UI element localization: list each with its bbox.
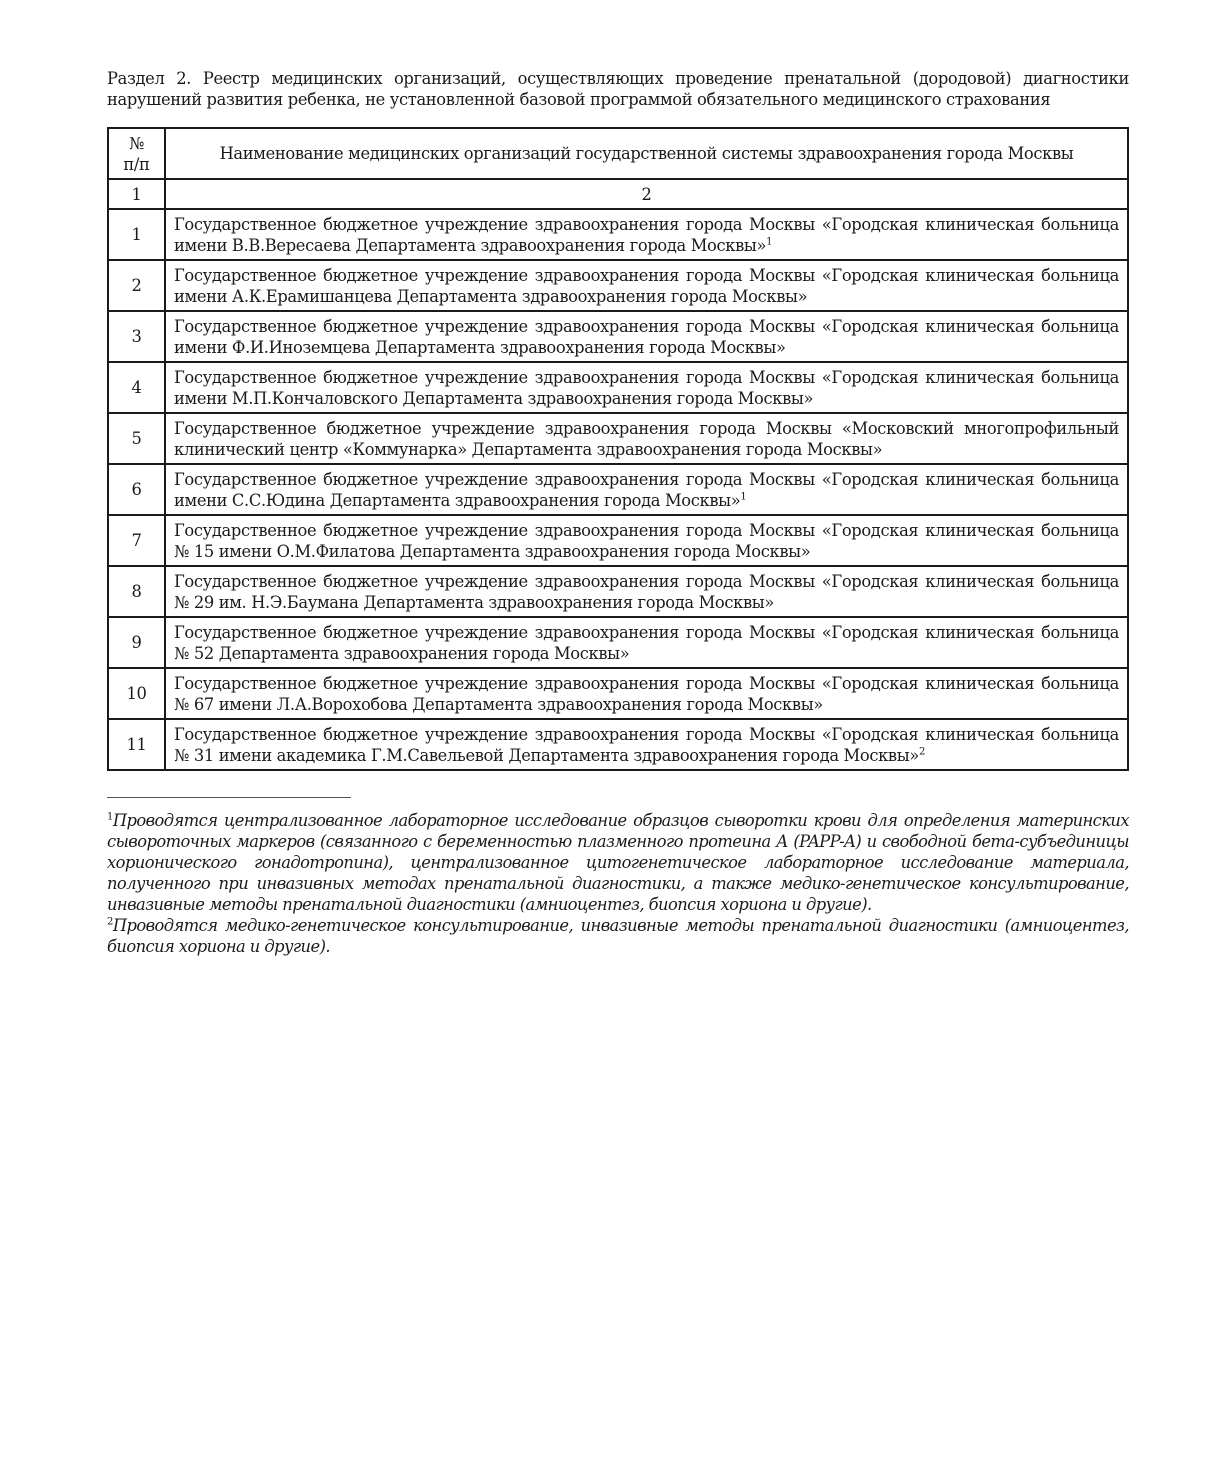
column-index-1: 1 [108,179,165,209]
header-num-label: № п/п [123,133,150,174]
table-row [108,515,1128,566]
footnote-1 [107,810,1129,915]
header-name-label: Наименование медицинских организаций государственной системы здравоохранения города Москвы [219,144,1074,163]
organization-name: Государственное бюджетное учреждение здравоохранения города Москвы «Городская клиническая больница имени В.В.Вересаева Департамента здравоохранения города Москвы» [174,214,1119,255]
header-num-cell [108,128,165,179]
footnote-2 [107,915,1129,957]
footnote-mark: 2 [107,916,113,928]
organization-name-cell [165,464,1128,515]
row-number: 5 [108,413,165,464]
organization-name-cell [165,515,1128,566]
organization-name: Государственное бюджетное учреждение здравоохранения города Москвы «Городская клиническая больница имени С.С.Юдина Департамента здравоохранения города Москвы» [174,469,1119,510]
organization-name-cell [165,209,1128,260]
table-row [108,413,1128,464]
organization-name-cell [165,617,1128,668]
organization-name-cell [165,362,1128,413]
table-row [108,464,1128,515]
organization-name: Государственное бюджетное учреждение здравоохранения города Москвы «Городская клиническая больница № 29 им. Н.Э.Баумана Департамента здравоохранения города Москвы» [174,571,1119,612]
table-row [108,311,1128,362]
registry-body [108,209,1128,770]
organization-name-cell [165,311,1128,362]
row-number: 2 [108,260,165,311]
row-number: 6 [108,464,165,515]
row-number: 7 [108,515,165,566]
table-row [108,362,1128,413]
footnote-mark: 1 [107,811,113,823]
organization-name-cell [165,566,1128,617]
table-row [108,566,1128,617]
table-row [108,668,1128,719]
document-page [107,68,1129,957]
row-number: 1 [108,209,165,260]
row-number: 3 [108,311,165,362]
footnote-text: Проводятся централизованное лабораторное исследование образцов сыворотки крови для определения материнских сывороточных маркеров (связанного с беременностью плазменного протеина А (PAPP-A) и свободной бета-субъединицы хорионического гонадотропина), централизованное цитогенетическое лабораторное исследование материала, полученного при инвазивных методах пренатальной диагностики, а также медико-генетическое консультирование, инвазивные методы пренатальной диагностики (амниоцентез, биопсия хориона и другие). [107,811,1129,914]
organization-name-cell [165,260,1128,311]
footnote-reference: 1 [740,491,747,503]
header-name-cell [165,128,1128,179]
organization-name-cell [165,719,1128,770]
organization-name: Государственное бюджетное учреждение здравоохранения города Москвы «Городская клиническая больница № 67 имени Л.А.Ворохобова Департамента здравоохранения города Москвы» [174,673,1119,714]
organization-name-cell [165,668,1128,719]
row-number: 4 [108,362,165,413]
column-index-2: 2 [165,179,1128,209]
table-row [108,260,1128,311]
organization-name-cell [165,413,1128,464]
column-index-row [108,179,1128,209]
section-title: Раздел 2. Реестр медицинских организаций, осуществляющих проведение пренатальной (дородовой) диагностики нарушений развития ребенка, не установленной базовой программой обязательного медицинского страхования [107,69,1129,109]
organization-name: Государственное бюджетное учреждение здравоохранения города Москвы «Городская клиническая больница № 15 имени О.М.Филатова Департамента здравоохранения города Москвы» [174,520,1119,561]
registry-table [107,127,1129,771]
footnote-reference: 1 [766,236,773,248]
organization-name: Государственное бюджетное учреждение здравоохранения города Москвы «Городская клиническая больница № 31 имени академика Г.М.Савельевой Департамента здравоохранения города Москвы» [174,724,1119,765]
table-header-row [108,128,1128,179]
row-number: 10 [108,668,165,719]
table-row [108,719,1128,770]
footnotes [107,810,1129,957]
row-number: 9 [108,617,165,668]
organization-name: Государственное бюджетное учреждение здравоохранения города Москвы «Городская клиническая больница имени А.К.Ерамишанцева Департамента здравоохранения города Москвы» [174,265,1119,306]
organization-name: Государственное бюджетное учреждение здравоохранения города Москвы «Городская клиническая больница имени М.П.Кончаловского Департамента здравоохранения города Москвы» [174,367,1119,408]
organization-name: Государственное бюджетное учреждение здравоохранения города Москвы «Московский многопрофильный клинический центр «Коммунарка» Департамента здравоохранения города Москвы» [174,418,1119,459]
table-row [108,209,1128,260]
footnote-separator [107,797,351,798]
footnote-reference: 2 [918,746,925,758]
organization-name: Государственное бюджетное учреждение здравоохранения города Москвы «Городская клиническая больница № 52 Департамента здравоохранения города Москвы» [174,622,1119,663]
table-row [108,617,1128,668]
footnote-text: Проводятся медико-генетическое консультирование, инвазивные методы пренатальной диагностики (амниоцентез, биопсия хориона и другие). [107,916,1129,956]
row-number: 11 [108,719,165,770]
row-number: 8 [108,566,165,617]
organization-name: Государственное бюджетное учреждение здравоохранения города Москвы «Городская клиническая больница имени Ф.И.Иноземцева Департамента здравоохранения города Москвы» [174,316,1119,357]
